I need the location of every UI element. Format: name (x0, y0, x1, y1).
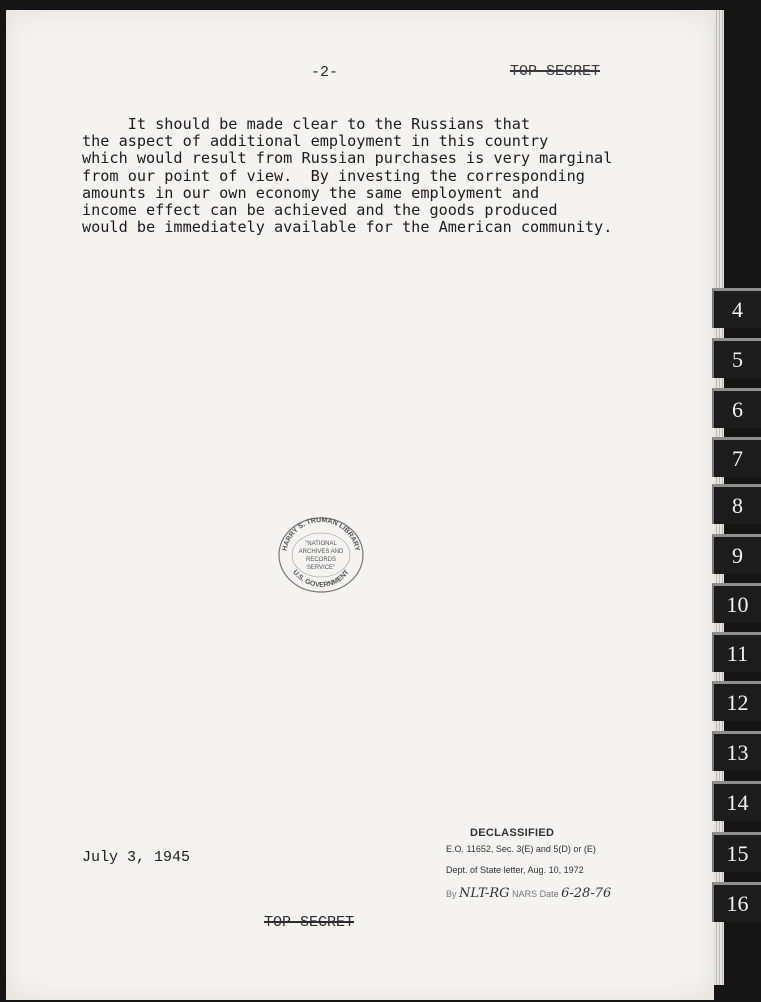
index-tab[interactable]: 8 (712, 484, 761, 524)
body-line: the aspect of additional employment in this country (82, 132, 549, 151)
index-tab[interactable]: 4 (712, 288, 761, 328)
stamp-line: RECORDS (305, 557, 337, 563)
stamp-line: ARCHIVES AND (298, 549, 344, 555)
body-line: income effect can be achieved and the goods produced (82, 201, 558, 220)
stamp-bottom-text: U.S. GOVERNMENT (291, 568, 351, 589)
index-tab[interactable]: 12 (712, 681, 761, 721)
index-tab[interactable]: 9 (712, 534, 761, 574)
by-signature: NLT-RG (459, 886, 510, 901)
declass-authority: E.O. 11652, Sec. 3(E) and 5(D) or (E) (446, 844, 596, 854)
by-label: By (446, 889, 457, 899)
page-number: -2- (311, 64, 339, 81)
index-tab[interactable]: 13 (712, 731, 761, 771)
stamp-outer-text: HARRY S. TRUMAN LIBRARY (281, 516, 361, 552)
index-tab[interactable]: 15 (712, 832, 761, 872)
declassification-stamp (446, 827, 686, 901)
header-classification: TOP SECRET (510, 63, 601, 80)
body-line: from our point of view. By investing the corresponding (82, 166, 585, 185)
document-date: July 3, 1945 (82, 849, 191, 866)
nars-date-label: NARS Date (512, 889, 559, 899)
body-line: It should be made clear to the Russians that (82, 115, 531, 133)
svg-text:U.S. GOVERNMENT (291, 568, 351, 589)
declassified-title: DECLASSIFIED (470, 827, 555, 839)
index-tab[interactable]: 10 (712, 583, 761, 623)
body-line: which would result from Russian purchases is very marginal (82, 149, 613, 168)
declass-date: 6-28-76 (561, 886, 612, 901)
stamp-line: "NATIONAL (305, 541, 337, 547)
archives-stamp-icon (276, 515, 366, 593)
body-line: amounts in our own economy the same employment and (82, 183, 540, 202)
declass-letter: Dept. of State letter, Aug. 10, 1972 (446, 865, 584, 875)
index-tab[interactable]: 5 (712, 338, 761, 378)
index-tab[interactable]: 14 (712, 781, 761, 821)
index-tab[interactable]: 7 (712, 437, 761, 477)
index-tab[interactable]: 11 (712, 632, 761, 672)
index-tab[interactable]: 16 (712, 882, 761, 922)
body-paragraph (82, 116, 612, 236)
body-line: would be immediately available for the American community. (82, 218, 613, 237)
stamp-line: SERVICE" (306, 565, 336, 571)
footer-classification: TOP SECRET (264, 914, 355, 931)
index-tab[interactable]: 6 (712, 388, 761, 428)
declass-byline (446, 886, 686, 901)
